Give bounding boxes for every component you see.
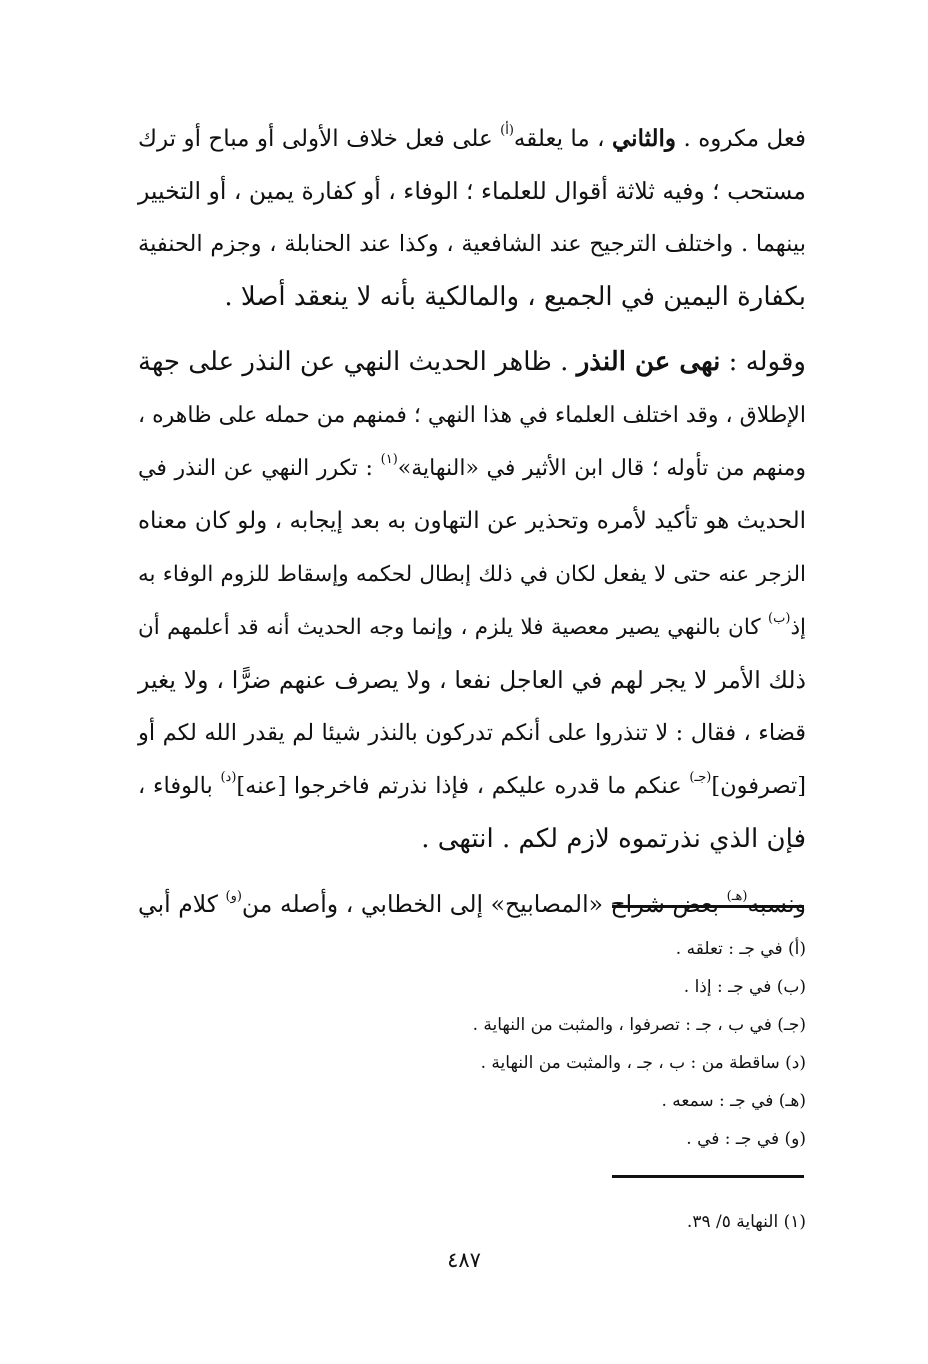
variant-note: (هـ) في جـ : سمعه . [661, 1091, 806, 1111]
text-line [138, 442, 806, 495]
text-run: بعض شراح «المصابيح» إلى الخطابي ، وأصله من [241, 890, 727, 918]
variant-note: (ب) في جـ : إذا . [683, 977, 806, 997]
text-line: الإطلاق ، وقد اختلف العلماء في هذا النهي ؛ فمنهم من حمله على ظاهره ، [138, 403, 806, 428]
text-line [138, 601, 806, 654]
variant-marker: (و) [225, 889, 242, 904]
text-line: فإن الذي نذرتموه لازم لكم . انتهى . [421, 824, 806, 854]
variant-marker: (جـ) [689, 770, 712, 785]
text-run: : تكرر النهي عن النذر في [138, 456, 381, 481]
text-line: مستحب ؛ وفيه ثلاثة أقوال للعلماء ؛ الوفاء ، أو كفارة يمين ، أو التخيير [137, 177, 806, 205]
text-line [138, 112, 806, 165]
text-run: بالوفاء ، [138, 773, 221, 799]
text-line [138, 336, 806, 389]
variant-note: (د) ساقطة من : ب ، جـ ، والمثبت من النهاية . [480, 1053, 806, 1073]
text-run: كلام أبي [138, 890, 226, 918]
text-line: ذلك الأمر لا يجر لهم في العاجل نفعا ، ولا يصرف عنهم ضرًّا ، ولا يغير [138, 666, 806, 694]
text-run: ، ما يعلقه [513, 126, 613, 152]
text-run: على فعل خلاف الأولى أو مباح أو ترك [138, 126, 501, 152]
main-text [138, 112, 806, 931]
variant-note: (جـ) في ب ، جـ : تصرفوا ، والمثبت من النهاية . [472, 1015, 806, 1035]
variant-notes [300, 930, 806, 1158]
text-run: إذ [790, 615, 806, 640]
reference-note: (١) النهاية ٥/ ٣٩. [686, 1212, 806, 1232]
text-run: ونسبه [747, 890, 806, 918]
text-line: الزجر عنه حتى لا يفعل لكان في ذلك إبطال لحكمه وإسقاط للزوم الوفاء به [138, 562, 806, 587]
bold-term: والثاني [612, 125, 677, 152]
variant-note: (أ) في جـ : تعلقه . [675, 939, 806, 959]
text-run: وقوله : [720, 347, 806, 377]
page-number: ٤٨٧ [447, 1248, 481, 1272]
variant-marker: (د) [220, 770, 237, 785]
bold-term: نهى عن النذر [576, 347, 721, 377]
text-run: . ظاهر الحديث النهي عن النذر على جهة [138, 347, 577, 377]
text-line: بكفارة اليمين في الجميع ، والمالكية بأنه لا ينعقد أصلا . [224, 282, 806, 312]
text-run: عنكم ما قدره عليكم ، فإذا نذرتم فاخرجوا [عنه] [236, 773, 690, 799]
footnote-divider [612, 905, 804, 908]
paragraph-gap [138, 866, 806, 878]
text-run: ومنهم من تأوله ؛ قال ابن الأثير في «النهاية» [397, 456, 806, 481]
text-run: [تصرفون] [711, 773, 807, 799]
text-line: بينهما . واختلف الترجيح عند الشافعية ، وكذا عند الحنابلة ، وجزم الحنفية [138, 231, 806, 257]
text-run: كان بالنهي يصير معصية فلا يلزم ، وإنما وجه الحديث أنه قد أعلمهم أن [138, 615, 769, 640]
footnote-marker: (١) [380, 452, 398, 467]
reference-divider [612, 1175, 804, 1178]
text-line: الحديث هو تأكيد لأمره وتحذير عن التهاون به بعد إيجابه ، ولو كان معناه [138, 508, 806, 534]
variant-marker: (ب) [768, 611, 791, 626]
variant-marker: (أ) [500, 123, 514, 138]
paragraph-gap [138, 324, 806, 336]
text-run: فعل مكروه . [676, 126, 807, 152]
variant-note: (و) في جـ : في . [686, 1129, 806, 1149]
variant-marker: (هـ) [726, 889, 748, 904]
text-line [138, 760, 806, 813]
text-line: قضاء ، فقال : لا تنذروا على أنكم تدركون بالنذر شيئا لم يقدر الله لكم أو [138, 720, 806, 746]
